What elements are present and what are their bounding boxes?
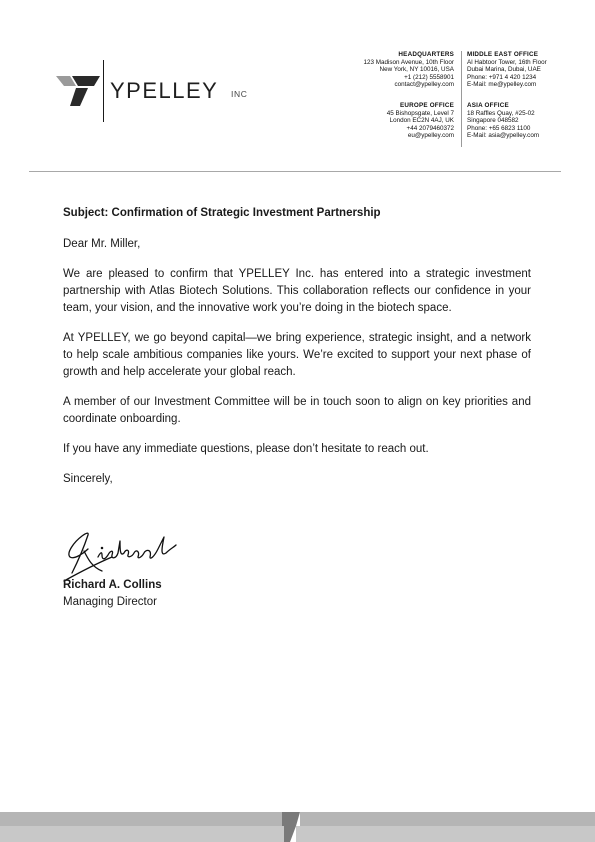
signer-name: Richard A. Collins [63, 579, 162, 591]
office-line: +44 2079460372 [406, 124, 454, 132]
letter-paragraph: If you have any immediate questions, please don’t hesitate to reach out. [63, 443, 429, 455]
office-title: HEADQUARTERS [398, 51, 454, 58]
office-middle-east [467, 51, 577, 89]
office-title: EUROPE OFFICE [399, 102, 454, 109]
office-title: MIDDLE EAST OFFICE [467, 51, 539, 58]
letter-paragraph: At YPELLEY, we go beyond capital—we bring experience, strategic insight, and a network to help scale ambitious companies like yours. We’re excited to support your next phase of growth and help accelerate your global reach. [63, 332, 531, 378]
office-line: London EC2N 4AJ, UK [389, 117, 454, 125]
letter-closing: Sincerely, [63, 473, 113, 485]
office-title: ASIA OFFICE [467, 102, 509, 109]
footer-band [0, 812, 595, 842]
office-line: 123 Madison Avenue, 10th Floor [363, 58, 454, 66]
company-name: YPELLEY [110, 78, 219, 103]
office-email[interactable]: contact@ypelley.com [394, 81, 454, 89]
signer-title: Managing Director [63, 596, 157, 608]
office-line: +1 (212) 5558901 [404, 73, 454, 81]
office-asia [467, 102, 577, 140]
office-line: Phone: +971 4 420 1234 [467, 73, 537, 81]
office-email[interactable]: E-Mail: me@ypelley.com [467, 81, 537, 89]
letter-greeting: Dear Mr. Miller, [63, 238, 141, 250]
letter-body [63, 205, 531, 488]
office-line: Phone: +65 6823 1100 [467, 124, 531, 132]
header-divider [29, 171, 561, 172]
logo-mark-icon [56, 76, 100, 106]
office-line: Singapore 048582 [467, 117, 519, 125]
office-email[interactable]: E-Mail: asia@ypelley.com [467, 132, 540, 140]
letter-paragraph: We are pleased to confirm that YPELLEY Inc. has entered into a strategic investment partnership with Atlas Biotech Solutions. This collaboration reflects our confidence in your team, your vision, and the innovative work you’re doing in the biotech space. [63, 268, 531, 314]
logo-divider [103, 60, 104, 122]
office-line: New York, NY 10016, USA [379, 66, 454, 74]
office-line: 45 Bishopsgate, Level 7 [386, 109, 454, 117]
office-line: Al Habtoor Tower, 16th Floor [467, 58, 547, 66]
letter-paragraph: A member of our Investment Committee will be in touch soon to align on key priorities and coordinate onboarding. [63, 396, 531, 425]
letter-subject: Subject: Confirmation of Strategic Investment Partnership [63, 207, 381, 219]
office-headquarters [330, 51, 454, 89]
company-logo [56, 60, 256, 124]
office-line: Dubai Marina, Dubai, UAE [467, 66, 541, 74]
office-email[interactable]: eu@ypelley.com [407, 132, 454, 140]
office-line: 18 Raffles Quay, #25-02 [467, 109, 535, 117]
company-suffix: INC [231, 89, 248, 99]
office-separator [461, 51, 462, 147]
office-europe [330, 102, 454, 140]
